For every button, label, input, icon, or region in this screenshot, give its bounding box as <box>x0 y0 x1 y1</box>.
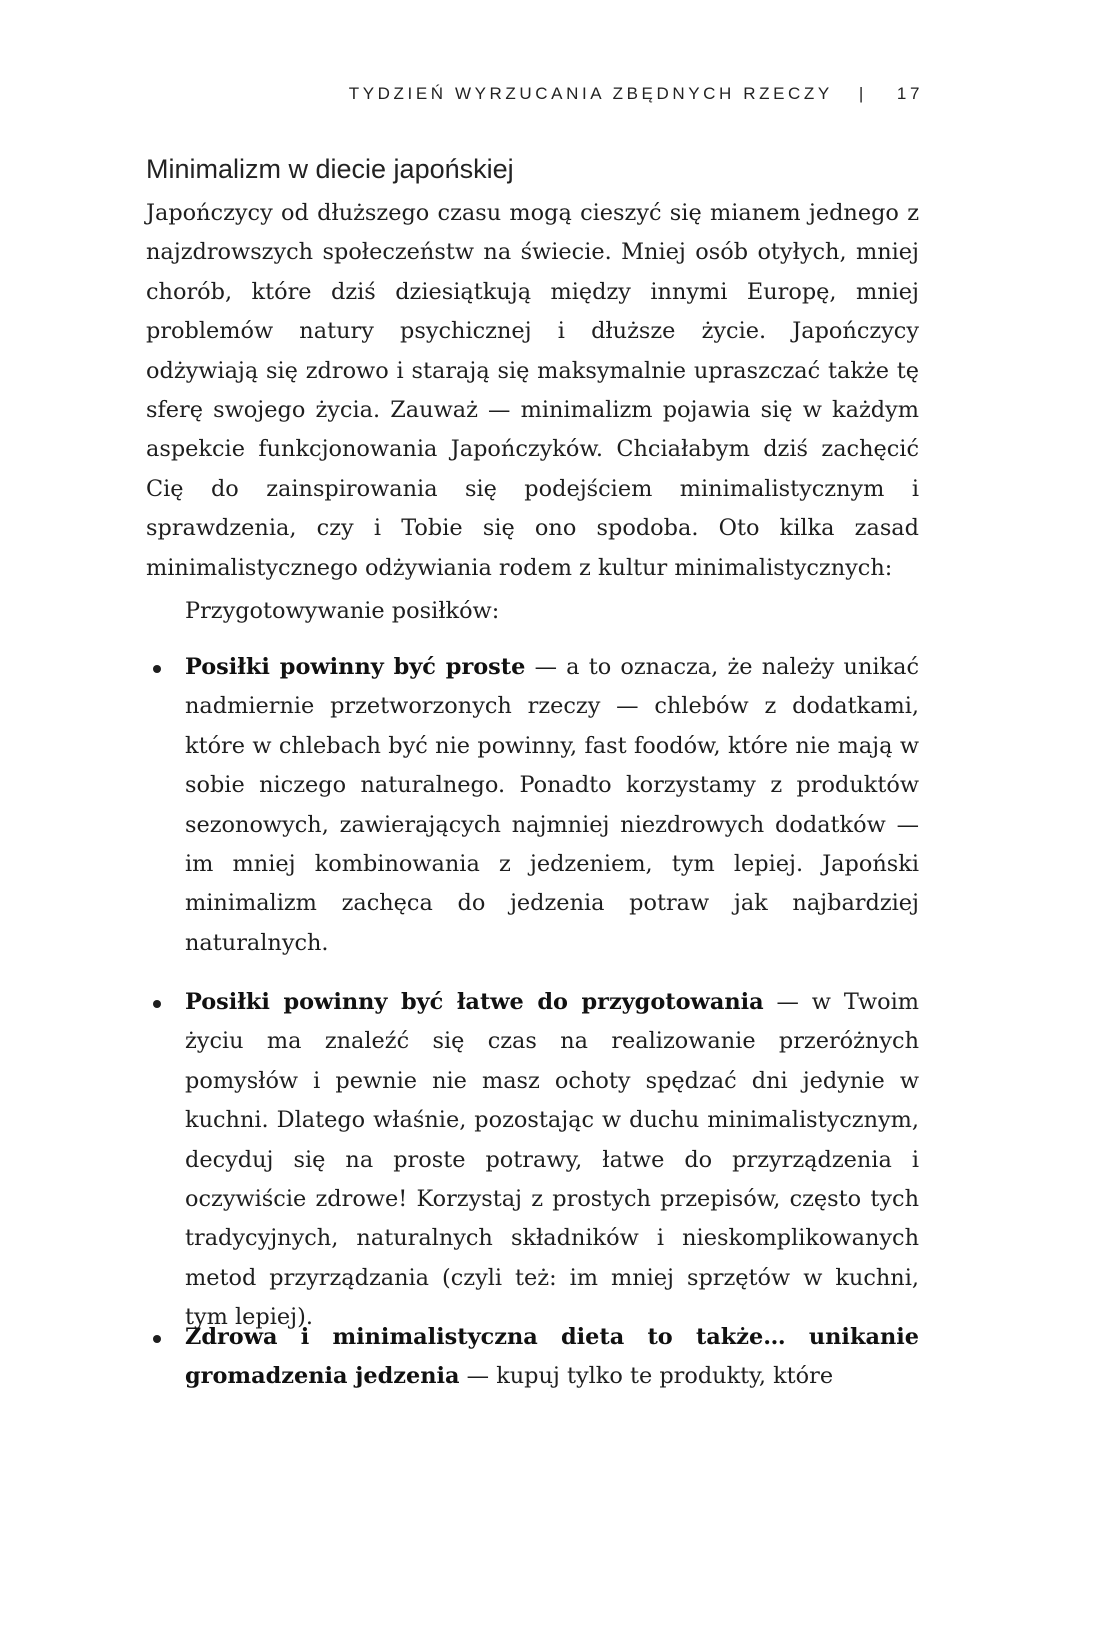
list-item <box>185 1318 919 1397</box>
intro-paragraph: Japończycy od dłuższego czasu mogą cieszyć się mianem jednego z najzdrowszych społeczeństw na świecie. Mniej osób otyłych, mniej chorób, które dziś dziesiątkują między innymi Europę, mniej problemów natury psychicznej i dłuższe życie. Japończycy odżywiają się zdrowo i starają się maksymalnie upraszczać także tę sferę swojego życia. Zauważ — minimalizm pojawia się w każdym aspekcie funkcjonowania Japończyków. Chciałabym dziś zachęcić Cię do zainspirowania się podejściem minimalistycznym i sprawdzenia, czy i Tobie się ono spodoba. Oto kilka zasad minimalistycznego odżywiania rodem z kultur minimalistycznych: <box>146 200 919 581</box>
list-item-lead: Posiłki powinny być proste <box>185 654 526 680</box>
header-separator: | <box>858 84 867 103</box>
running-header <box>349 84 923 104</box>
list-item-lead: Posiłki powinny być łatwe do przygotowania <box>185 989 764 1015</box>
list-item-text: — kupuj tylko te produkty, które <box>459 1363 834 1390</box>
bullet-icon <box>153 1000 161 1008</box>
list-item-text: — a to oznacza, że należy unikać nadmiernie przetworzonych rzeczy — chlebów z dodatkami, które w chlebach być nie powinny, fast foodów, które nie mają w sobie niczego naturalnego. Ponadto korzystamy z produktów sezonowych, zawierających najmniej niezdrowych dodatków — im mniej kombinowania z jedzeniem, tym lepiej. Japoński minimalizm zachęca do jedzenia potraw jak najbardziej naturalnych. <box>185 654 919 956</box>
page-number: 17 <box>896 84 923 103</box>
list-item-text: — w Twoim życiu ma znaleźć się czas na realizowanie przeróżnych pomysłów i pewnie nie masz ochoty spędzać dni jedynie w kuchni. Dlatego właśnie, pozostając w duchu minimalistycznym, decyduj się na proste potrawy, łatwe do przyrządzenia i oczywiście zdrowe! Korzystaj z prostych przepisów, często tych tradycyjnych, naturalnych składników i nieskomplikowanych metod przyrządzania (czyli też: im mniej sprzętów w kuchni, tym lepiej). <box>185 989 920 1331</box>
bullet-icon <box>153 665 161 673</box>
bullet-icon <box>153 1335 161 1343</box>
subheading-meal-preparation: Przygotowywanie posiłków: <box>185 598 500 624</box>
list-item <box>185 648 919 963</box>
list-item <box>185 983 919 1338</box>
section-heading: Minimalizm w diecie japońskiej <box>146 154 514 184</box>
list-item-lead: Zdrowa i minimalistyczna dieta to także… unikanie gromadzenia jedzenia <box>185 1324 919 1390</box>
running-title: TYDZIEŃ WYRZUCANIA ZBĘDNYCH RZECZY <box>348 84 833 103</box>
